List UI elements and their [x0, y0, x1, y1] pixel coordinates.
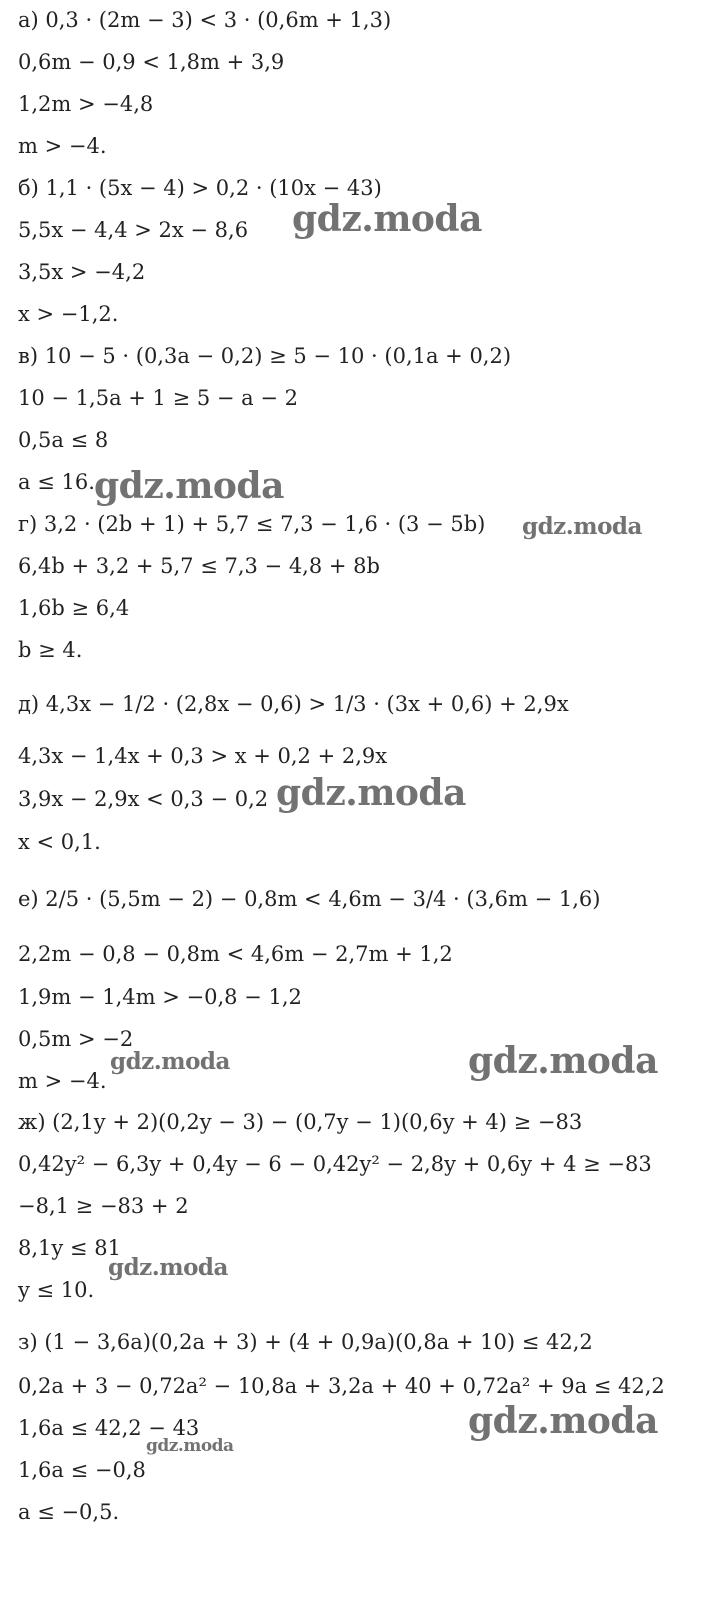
- solution-line-a-2: 0,6m − 0,9 < 1,8m + 3,9: [18, 50, 285, 74]
- solution-line-e-4: 0,5m > −2: [18, 1027, 134, 1051]
- solution-line-g-1: г) 3,2 · (2b + 1) + 5,7 ≤ 7,3 − 1,6 · (3 − 5b): [18, 512, 486, 536]
- solution-line-zh-2: 0,42y² − 6,3y + 0,4y − 6 − 0,42y² − 2,8y + 0,6y + 4 ≥ −83: [18, 1152, 652, 1176]
- solution-line-e-1: е) 2/5 · (5,5m − 2) − 0,8m < 4,6m − 3/4 · (3,6m − 1,6): [18, 887, 601, 911]
- watermark: gdz.moda: [292, 198, 482, 240]
- solution-line-g-4: b ≥ 4.: [18, 638, 83, 662]
- watermark: gdz.moda: [146, 1436, 234, 1456]
- solution-line-v-2: 10 − 1,5a + 1 ≥ 5 − a − 2: [18, 386, 298, 410]
- solution-line-d-3: 3,9x − 2,9x < 0,3 − 0,2: [18, 787, 269, 811]
- solution-line-d-4: x < 0,1.: [18, 830, 101, 854]
- solution-line-v-3: 0,5a ≤ 8: [18, 428, 109, 452]
- solution-line-zh-4: 8,1y ≤ 81: [18, 1236, 121, 1260]
- solution-line-b-4: x > −1,2.: [18, 302, 119, 326]
- solution-line-a-4: m > −4.: [18, 134, 107, 158]
- solution-line-g-3: 1,6b ≥ 6,4: [18, 596, 130, 620]
- solution-line-z-4: 1,6a ≤ −0,8: [18, 1458, 146, 1482]
- solution-line-z-3: 1,6a ≤ 42,2 − 43: [18, 1416, 200, 1440]
- solution-line-v-1: в) 10 − 5 · (0,3a − 0,2) ≥ 5 − 10 · (0,1a + 0,2): [18, 344, 512, 368]
- solution-line-z-5: a ≤ −0,5.: [18, 1500, 120, 1524]
- solution-line-b-2: 5,5x − 4,4 > 2x − 8,6: [18, 218, 249, 242]
- solution-line-e-3: 1,9m − 1,4m > −0,8 − 1,2: [18, 985, 302, 1009]
- watermark: gdz.moda: [94, 465, 284, 507]
- watermark: gdz.moda: [522, 513, 642, 540]
- solution-line-d-1: д) 4,3x − 1/2 · (2,8x − 0,6) > 1/3 · (3x + 0,6) + 2,9x: [18, 692, 569, 716]
- watermark: gdz.moda: [110, 1048, 230, 1075]
- watermark: gdz.moda: [108, 1254, 228, 1281]
- solution-line-zh-3: −8,1 ≥ −83 + 2: [18, 1194, 189, 1218]
- solution-line-b-1: б) 1,1 · (5x − 4) > 0,2 · (10x − 43): [18, 176, 382, 200]
- solution-line-b-3: 3,5x > −4,2: [18, 260, 146, 284]
- solution-line-zh-5: y ≤ 10.: [18, 1278, 95, 1302]
- solution-line-g-2: 6,4b + 3,2 + 5,7 ≤ 7,3 − 4,8 + 8b: [18, 554, 380, 578]
- solution-line-z-1: з) (1 − 3,6a)(0,2a + 3) + (4 + 0,9a)(0,8a + 10) ≤ 42,2: [18, 1330, 593, 1354]
- solution-line-v-4: a ≤ 16.: [18, 470, 95, 494]
- solution-line-z-2: 0,2a + 3 − 0,72a² − 10,8a + 3,2a + 40 + 0,72a² + 9a ≤ 42,2: [18, 1374, 665, 1398]
- solution-line-d-2: 4,3x − 1,4x + 0,3 > x + 0,2 + 2,9x: [18, 744, 388, 768]
- solution-line-e-5: m > −4.: [18, 1069, 107, 1093]
- watermark: gdz.moda: [468, 1040, 658, 1082]
- watermark: gdz.moda: [276, 772, 466, 814]
- solution-line-e-2: 2,2m − 0,8 − 0,8m < 4,6m − 2,7m + 1,2: [18, 942, 453, 966]
- watermark: gdz.moda: [468, 1400, 658, 1442]
- solution-line-a-1: а) 0,3 · (2m − 3) < 3 · (0,6m + 1,3): [18, 8, 392, 32]
- solution-line-a-3: 1,2m > −4,8: [18, 92, 154, 116]
- solution-line-zh-1: ж) (2,1y + 2)(0,2y − 3) − (0,7y − 1)(0,6y + 4) ≥ −83: [18, 1110, 583, 1134]
